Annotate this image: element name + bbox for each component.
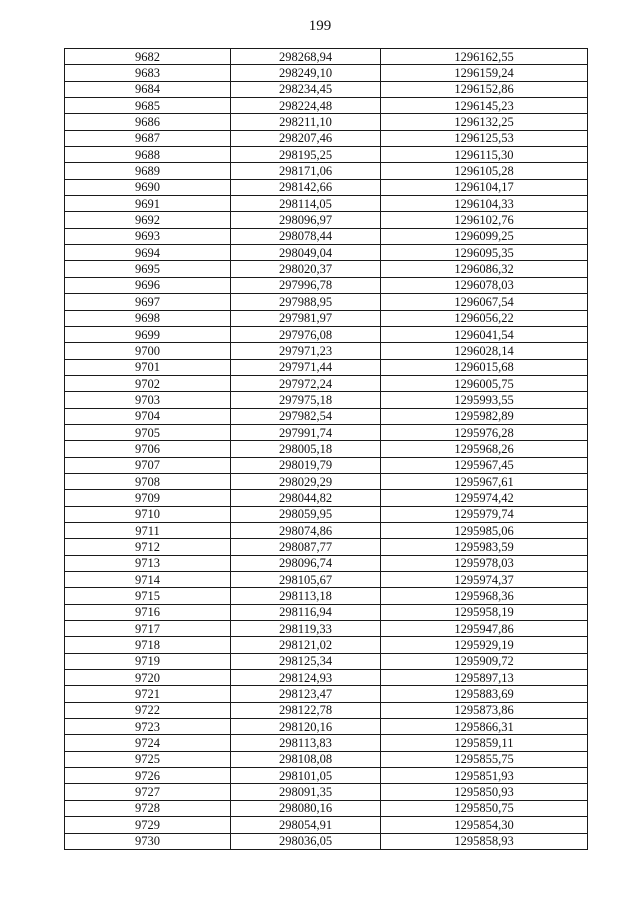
point-number-cell: 9684 [65, 81, 231, 97]
y-coordinate-cell: 1295974,42 [381, 490, 588, 506]
y-coordinate-cell: 1296132,25 [381, 114, 588, 130]
table-row [65, 833, 588, 849]
table-row [65, 817, 588, 833]
y-coordinate-cell: 1295883,69 [381, 686, 588, 702]
table-row [65, 490, 588, 506]
table-row [65, 163, 588, 179]
table-row [65, 179, 588, 195]
y-coordinate-cell: 1295947,86 [381, 621, 588, 637]
point-number-cell: 9715 [65, 588, 231, 604]
y-coordinate-cell: 1296125,53 [381, 130, 588, 146]
x-coordinate-cell: 298078,44 [231, 228, 381, 244]
point-number-cell: 9709 [65, 490, 231, 506]
point-number-cell: 9696 [65, 277, 231, 293]
coordinates-table [64, 48, 588, 850]
x-coordinate-cell: 298054,91 [231, 817, 381, 833]
table-row [65, 310, 588, 326]
table-row [65, 408, 588, 424]
point-number-cell: 9707 [65, 457, 231, 473]
y-coordinate-cell: 1295859,11 [381, 735, 588, 751]
x-coordinate-cell: 298080,16 [231, 800, 381, 816]
table-row [65, 686, 588, 702]
point-number-cell: 9724 [65, 735, 231, 751]
y-coordinate-cell: 1295983,59 [381, 539, 588, 555]
point-number-cell: 9697 [65, 294, 231, 310]
y-coordinate-cell: 1296105,28 [381, 163, 588, 179]
x-coordinate-cell: 298113,83 [231, 735, 381, 751]
x-coordinate-cell: 298113,18 [231, 588, 381, 604]
table-row [65, 228, 588, 244]
y-coordinate-cell: 1295909,72 [381, 653, 588, 669]
table-row [65, 522, 588, 538]
point-number-cell: 9682 [65, 49, 231, 65]
point-number-cell: 9703 [65, 392, 231, 408]
table-row [65, 326, 588, 342]
point-number-cell: 9688 [65, 147, 231, 163]
x-coordinate-cell: 298122,78 [231, 702, 381, 718]
x-coordinate-cell: 298124,93 [231, 670, 381, 686]
x-coordinate-cell: 297971,44 [231, 359, 381, 375]
table-row [65, 245, 588, 261]
y-coordinate-cell: 1295850,75 [381, 800, 588, 816]
point-number-cell: 9721 [65, 686, 231, 702]
table-row [65, 637, 588, 653]
table-row [65, 114, 588, 130]
x-coordinate-cell: 298249,10 [231, 65, 381, 81]
x-coordinate-cell: 297976,08 [231, 326, 381, 342]
point-number-cell: 9689 [65, 163, 231, 179]
x-coordinate-cell: 297982,54 [231, 408, 381, 424]
y-coordinate-cell: 1295855,75 [381, 751, 588, 767]
x-coordinate-cell: 298036,05 [231, 833, 381, 849]
point-number-cell: 9725 [65, 751, 231, 767]
table-row [65, 277, 588, 293]
y-coordinate-cell: 1296152,86 [381, 81, 588, 97]
table-row [65, 261, 588, 277]
table-row [65, 506, 588, 522]
y-coordinate-cell: 1296056,22 [381, 310, 588, 326]
x-coordinate-cell: 297996,78 [231, 277, 381, 293]
point-number-cell: 9695 [65, 261, 231, 277]
y-coordinate-cell: 1295978,03 [381, 555, 588, 571]
point-number-cell: 9698 [65, 310, 231, 326]
y-coordinate-cell: 1296145,23 [381, 98, 588, 114]
y-coordinate-cell: 1296028,14 [381, 343, 588, 359]
table-row [65, 572, 588, 588]
point-number-cell: 9717 [65, 621, 231, 637]
y-coordinate-cell: 1296099,25 [381, 228, 588, 244]
point-number-cell: 9693 [65, 228, 231, 244]
point-number-cell: 9730 [65, 833, 231, 849]
y-coordinate-cell: 1295854,30 [381, 817, 588, 833]
x-coordinate-cell: 298224,48 [231, 98, 381, 114]
table-row [65, 473, 588, 489]
y-coordinate-cell: 1295858,93 [381, 833, 588, 849]
y-coordinate-cell: 1295929,19 [381, 637, 588, 653]
point-number-cell: 9712 [65, 539, 231, 555]
point-number-cell: 9710 [65, 506, 231, 522]
point-number-cell: 9713 [65, 555, 231, 571]
x-coordinate-cell: 297991,74 [231, 424, 381, 440]
table-row [65, 441, 588, 457]
table-row [65, 457, 588, 473]
table-row [65, 343, 588, 359]
y-coordinate-cell: 1296005,75 [381, 375, 588, 391]
table-row [65, 800, 588, 816]
y-coordinate-cell: 1295982,89 [381, 408, 588, 424]
x-coordinate-cell: 298268,94 [231, 49, 381, 65]
y-coordinate-cell: 1295993,55 [381, 392, 588, 408]
y-coordinate-cell: 1296078,03 [381, 277, 588, 293]
point-number-cell: 9699 [65, 326, 231, 342]
table-row [65, 751, 588, 767]
point-number-cell: 9705 [65, 424, 231, 440]
x-coordinate-cell: 297981,97 [231, 310, 381, 326]
point-number-cell: 9685 [65, 98, 231, 114]
table-row [65, 294, 588, 310]
x-coordinate-cell: 297971,23 [231, 343, 381, 359]
table-row [65, 768, 588, 784]
y-coordinate-cell: 1296086,32 [381, 261, 588, 277]
point-number-cell: 9723 [65, 719, 231, 735]
point-number-cell: 9719 [65, 653, 231, 669]
x-coordinate-cell: 298091,35 [231, 784, 381, 800]
x-coordinate-cell: 298044,82 [231, 490, 381, 506]
x-coordinate-cell: 298087,77 [231, 539, 381, 555]
table-row [65, 359, 588, 375]
point-number-cell: 9691 [65, 196, 231, 212]
point-number-cell: 9686 [65, 114, 231, 130]
point-number-cell: 9727 [65, 784, 231, 800]
x-coordinate-cell: 298096,74 [231, 555, 381, 571]
table-row [65, 65, 588, 81]
table-row [65, 392, 588, 408]
point-number-cell: 9726 [65, 768, 231, 784]
table-row [65, 588, 588, 604]
x-coordinate-cell: 298123,47 [231, 686, 381, 702]
x-coordinate-cell: 297988,95 [231, 294, 381, 310]
y-coordinate-cell: 1296102,76 [381, 212, 588, 228]
point-number-cell: 9706 [65, 441, 231, 457]
x-coordinate-cell: 298105,67 [231, 572, 381, 588]
x-coordinate-cell: 298096,97 [231, 212, 381, 228]
point-number-cell: 9692 [65, 212, 231, 228]
point-number-cell: 9714 [65, 572, 231, 588]
y-coordinate-cell: 1295967,45 [381, 457, 588, 473]
x-coordinate-cell: 298116,94 [231, 604, 381, 620]
table-row [65, 49, 588, 65]
y-coordinate-cell: 1296159,24 [381, 65, 588, 81]
x-coordinate-cell: 298020,37 [231, 261, 381, 277]
x-coordinate-cell: 298074,86 [231, 522, 381, 538]
y-coordinate-cell: 1295968,26 [381, 441, 588, 457]
table-row [65, 147, 588, 163]
point-number-cell: 9683 [65, 65, 231, 81]
table-row [65, 621, 588, 637]
table-row [65, 196, 588, 212]
point-number-cell: 9704 [65, 408, 231, 424]
x-coordinate-cell: 298211,10 [231, 114, 381, 130]
table-row [65, 81, 588, 97]
table-row [65, 130, 588, 146]
table-row [65, 375, 588, 391]
x-coordinate-cell: 298234,45 [231, 81, 381, 97]
y-coordinate-cell: 1295985,06 [381, 522, 588, 538]
y-coordinate-cell: 1295851,93 [381, 768, 588, 784]
x-coordinate-cell: 298195,25 [231, 147, 381, 163]
point-number-cell: 9728 [65, 800, 231, 816]
x-coordinate-cell: 298120,16 [231, 719, 381, 735]
x-coordinate-cell: 298119,33 [231, 621, 381, 637]
y-coordinate-cell: 1295976,28 [381, 424, 588, 440]
table-row [65, 604, 588, 620]
y-coordinate-cell: 1296041,54 [381, 326, 588, 342]
x-coordinate-cell: 298121,02 [231, 637, 381, 653]
point-number-cell: 9687 [65, 130, 231, 146]
table-row [65, 719, 588, 735]
point-number-cell: 9718 [65, 637, 231, 653]
table-row [65, 98, 588, 114]
point-number-cell: 9690 [65, 179, 231, 195]
x-coordinate-cell: 298029,29 [231, 473, 381, 489]
table-row [65, 735, 588, 751]
point-number-cell: 9722 [65, 702, 231, 718]
point-number-cell: 9729 [65, 817, 231, 833]
x-coordinate-cell: 298049,04 [231, 245, 381, 261]
point-number-cell: 9720 [65, 670, 231, 686]
point-number-cell: 9711 [65, 522, 231, 538]
x-coordinate-cell: 298114,05 [231, 196, 381, 212]
point-number-cell: 9708 [65, 473, 231, 489]
point-number-cell: 9702 [65, 375, 231, 391]
y-coordinate-cell: 1295967,61 [381, 473, 588, 489]
table-row [65, 555, 588, 571]
x-coordinate-cell: 298207,46 [231, 130, 381, 146]
table-row [65, 784, 588, 800]
y-coordinate-cell: 1296095,35 [381, 245, 588, 261]
x-coordinate-cell: 297975,18 [231, 392, 381, 408]
x-coordinate-cell: 298108,08 [231, 751, 381, 767]
y-coordinate-cell: 1296104,33 [381, 196, 588, 212]
y-coordinate-cell: 1296104,17 [381, 179, 588, 195]
table-row [65, 653, 588, 669]
point-number-cell: 9701 [65, 359, 231, 375]
y-coordinate-cell: 1295897,13 [381, 670, 588, 686]
y-coordinate-cell: 1295979,74 [381, 506, 588, 522]
y-coordinate-cell: 1295850,93 [381, 784, 588, 800]
y-coordinate-cell: 1295866,31 [381, 719, 588, 735]
page-number: 199 [308, 18, 332, 34]
table-row [65, 212, 588, 228]
point-number-cell: 9694 [65, 245, 231, 261]
point-number-cell: 9700 [65, 343, 231, 359]
table-row [65, 539, 588, 555]
table-row [65, 702, 588, 718]
table-row [65, 424, 588, 440]
y-coordinate-cell: 1296162,55 [381, 49, 588, 65]
point-number-cell: 9716 [65, 604, 231, 620]
x-coordinate-cell: 297972,24 [231, 375, 381, 391]
x-coordinate-cell: 298171,06 [231, 163, 381, 179]
y-coordinate-cell: 1295968,36 [381, 588, 588, 604]
x-coordinate-cell: 298142,66 [231, 179, 381, 195]
y-coordinate-cell: 1296015,68 [381, 359, 588, 375]
y-coordinate-cell: 1295873,86 [381, 702, 588, 718]
x-coordinate-cell: 298125,34 [231, 653, 381, 669]
x-coordinate-cell: 298005,18 [231, 441, 381, 457]
y-coordinate-cell: 1296115,30 [381, 147, 588, 163]
x-coordinate-cell: 298101,05 [231, 768, 381, 784]
coordinates-table-body [65, 49, 588, 850]
y-coordinate-cell: 1296067,54 [381, 294, 588, 310]
table-row [65, 670, 588, 686]
x-coordinate-cell: 298059,95 [231, 506, 381, 522]
x-coordinate-cell: 298019,79 [231, 457, 381, 473]
y-coordinate-cell: 1295958,19 [381, 604, 588, 620]
y-coordinate-cell: 1295974,37 [381, 572, 588, 588]
